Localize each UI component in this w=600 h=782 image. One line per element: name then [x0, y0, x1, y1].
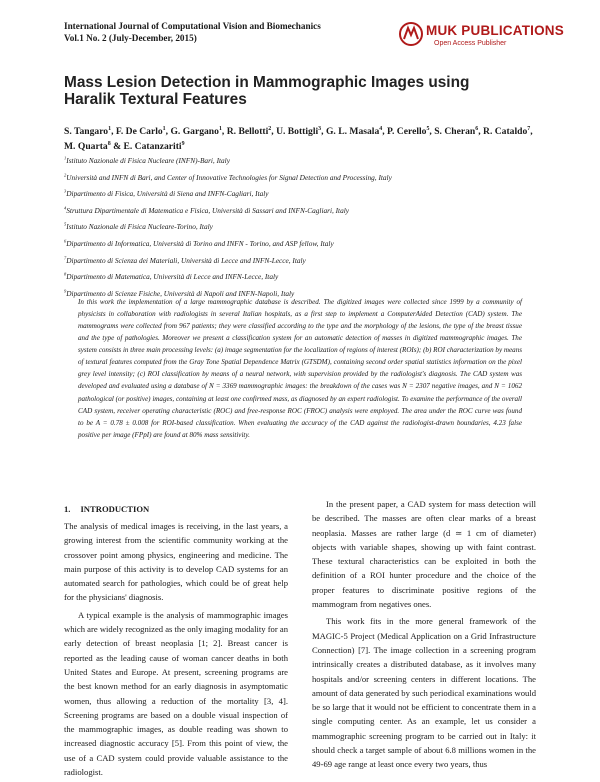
author-name: F. De Carlo	[115, 126, 163, 137]
author-affiliation-mark: 8	[107, 140, 111, 147]
author-name: U. Bottigli	[276, 126, 319, 137]
affiliation-mark: 4	[64, 205, 67, 211]
author-affiliation-mark: 2	[268, 125, 272, 132]
author-name: R. Cataldo	[483, 126, 528, 137]
affiliation-mark: 1	[64, 155, 67, 161]
author	[227, 126, 272, 137]
paragraph: A typical example is the analysis of mammographic images which are widely recognized as the only imaging modality for an early detection of breast neoplasia [1; 2]. Breast cancer is reported as the leading cause of woman cancer deaths in both United States and Europe. At present, screening programs are the best known method for an early diagnosis in asymptomatic women, thus allowing a reduction of the mortality [3, 4]. Screening programs are based on a double visual inspection of the mammographic images, as double reading was shown to increased diagnostic accuracy [5]. From this point of view, the use of a CAD system could provide valuable assistance to the radiologist.	[64, 609, 288, 778]
affiliation-text: Dipartimento di Scienze Fisiche, Università di Napoli and INFN-Napoli, Italy	[66, 288, 295, 298]
section-number: 1.	[64, 504, 71, 514]
affiliation-list	[64, 153, 564, 302]
author-name: E. Catanzariti	[123, 141, 182, 152]
journal-header	[64, 20, 321, 44]
author-affiliation-mark: 6	[475, 125, 479, 132]
author-affiliation-mark: 4	[379, 125, 383, 132]
affiliation-text: Università and INFN di Bari, and Center of Innovative Technologies for Signal Detection and Processing, Italy	[66, 172, 392, 182]
affiliation-text: Istituto Nazionale di Fisica Nucleare-Torino, Italy	[66, 222, 213, 232]
author	[387, 126, 429, 137]
author-affiliation-mark: 1	[108, 125, 112, 132]
affiliation-mark: 8	[64, 271, 67, 277]
author-affiliation-mark: 7	[527, 125, 531, 132]
author	[64, 141, 111, 152]
affiliation-text: Struttura Dipartimentale di Matematica e Fisica, Università di Sassari and INFN-Cagliari, Italy	[66, 205, 350, 215]
paragraph: The analysis of medical images is receiving, in the last years, a growing interest from the scientific community working at the crossover point among physics, engineering and medicine. The main purpose of this activity is to develop CAD systems for an automated search for pathologies, which could be of great help for the physicians' diagnosis.	[64, 521, 288, 603]
affiliation-mark: 2	[64, 172, 67, 178]
author-name: S. Tangaro	[64, 126, 109, 137]
publisher-logo	[398, 19, 564, 53]
author-affiliation-mark: 1	[162, 125, 166, 132]
author	[123, 141, 184, 152]
right-column	[312, 497, 536, 775]
author-name: S. Cheran	[434, 126, 476, 137]
author	[170, 126, 221, 137]
author-name: P. Cerello	[387, 126, 427, 137]
affiliation-mark: 9	[64, 288, 67, 294]
affiliation-text: Dipartimento di Scienza dei Materiali, Università di Lecce and INFN-Lecce, Italy	[66, 255, 306, 265]
author-affiliation-mark: 5	[426, 125, 430, 132]
affiliation	[64, 269, 564, 286]
publisher-tagline: Open Access Publisher	[434, 40, 507, 47]
affiliation-mark: 7	[64, 255, 67, 261]
affiliation	[64, 219, 564, 236]
left-column	[64, 503, 288, 782]
section-heading	[64, 503, 288, 515]
affiliation-mark: 3	[64, 188, 67, 194]
paragraph: This work fits in the more general framework of the MAGIC-5 Project (Medical Application on a Grid Infrastructure Connection) [7]. The image collection in a screening program intrinsically creates a distributed database, as it involves many hospitals and/or screening centers in different locations. The amount of data generated by such periodical examinations would be so large that it would not be efficient to concentrate them in a single computing center. As an example, let us consider a mammographic screening program to be carried out in Italy: it should check a target sample of about 6.8 millions women in the 49-69 age range at least once every two years, thus	[312, 616, 536, 770]
paper-title: Mass Lesion Detection in Mammographic Images using Haralik Textural Features	[64, 74, 470, 108]
author-list: S. Tangaro$^1$, F. De Carlo$^1$, G. Gargano$^1$, R. Bellotti$^2$, U. Bottigli$^3$, G. L. Masala$^4$, P. Cerello$^5$, S. Cheran$^6$, R. Cataldo$^7$, M. Quarta$^8$ & E. Catanzariti$^9$	[64, 125, 533, 152]
publisher-logo-icon	[398, 19, 426, 49]
journal-name: International Journal of Computational Vision and Biomechanics	[64, 21, 321, 31]
author	[116, 126, 166, 137]
author	[483, 126, 530, 137]
author-affiliation-mark: 3	[318, 125, 322, 132]
author	[326, 126, 382, 137]
abstract: In this work the implementation of a large mammographic database is described. The digitized images were collected since 1999 by a community of physicists in collaboration with radiologists in several Italian hospitals, as a first step to implement a ComputerAided Detection (CAD) system. The mammograms were collected from 967 patients; they were classified according to the type and the morphology of the lesions, the type of the breast tissue and the type of pathologies. Moreover we present a classification system for an automatic detection of masses in digitized mammographic images. The system consists in three main processing levels: (a) image segmentation for the localization of regions of interest (ROIs); (b) ROI characterization by means of textural features computed from the Gray Tone Spatial Dependence Matrix (GTSDM), containing second order spatial statistics information on the pixel grey level intensity; (c) ROI classification by means of a neural network, with supervision provided by the radiologist's diagnosis. The CAD system was developed and evaluated using a database of N = 3369 mammographic images: the breakdown of the cases was N = 2307 negative images, and N = 1062 pathological (or positive) images, containing at least one confirmed mass, as diagnosed by an expert radiologist. To examine the performance of the overall CAD system, receiver operating characteristic (ROC) and free-response ROC (FROC) analysis were employed. The area under the ROC curve was found to be A = 0.78 ± 0.008 for ROI-based classification. When evaluating the accuracy of the CAD against the radiologist-drawn boundaries, 4.23 false positive per image (FPpI) are found at 80% mass sensitivity.	[78, 298, 522, 439]
affiliation	[64, 153, 564, 170]
affiliation-text: Dipartimento di Fisica, Università di Siena and INFN-Cagliari, Italy	[66, 189, 269, 199]
author-name: G. Gargano	[170, 126, 219, 137]
author-affiliation-mark: 9	[181, 140, 185, 147]
affiliation	[64, 253, 564, 270]
affiliation	[64, 186, 564, 203]
affiliation	[64, 236, 564, 253]
author	[276, 126, 321, 137]
journal-volume: Vol.1 No. 2 (July-December, 2015)	[64, 33, 197, 43]
author	[64, 126, 111, 137]
affiliation	[64, 203, 564, 220]
affiliation-mark: 6	[64, 238, 67, 244]
affiliation-text: Dipartimento di Informatica, Università di Torino and INFN - Torino, and ASP fellow, Italy	[66, 238, 334, 248]
author-name: R. Bellotti	[226, 126, 269, 137]
publisher-name: MUK PUBLICATIONS	[426, 23, 564, 38]
author-name: M. Quarta	[64, 141, 108, 152]
affiliation-text: Dipartimento di Matematica, Università di Lecce and INFN-Lecce, Italy	[66, 272, 279, 282]
affiliation	[64, 170, 564, 187]
author-affiliation-mark: 1	[218, 125, 222, 132]
affiliation-mark: 5	[64, 221, 67, 227]
author-name: G. L. Masala	[325, 126, 380, 137]
affiliation-text: Istituto Nazionale di Fisica Nucleare (INFN)-Bari, Italy	[66, 156, 230, 165]
author	[434, 126, 478, 137]
paragraph: In the present paper, a CAD system for mass detection will be described. The masses are often clear marks of a breast neoplasia. Masses are rather large (d ≃ 1 cm of diameter) objects with variable shapes, showing up with faint contrast. These textural characteristics can be exploited in both the definition of a ROI hunter procedure and the choice of the proper features to discriminate positive regions of the mammogram from negatives ones.	[312, 499, 536, 610]
section-title: INTRODUCTION	[80, 504, 150, 514]
